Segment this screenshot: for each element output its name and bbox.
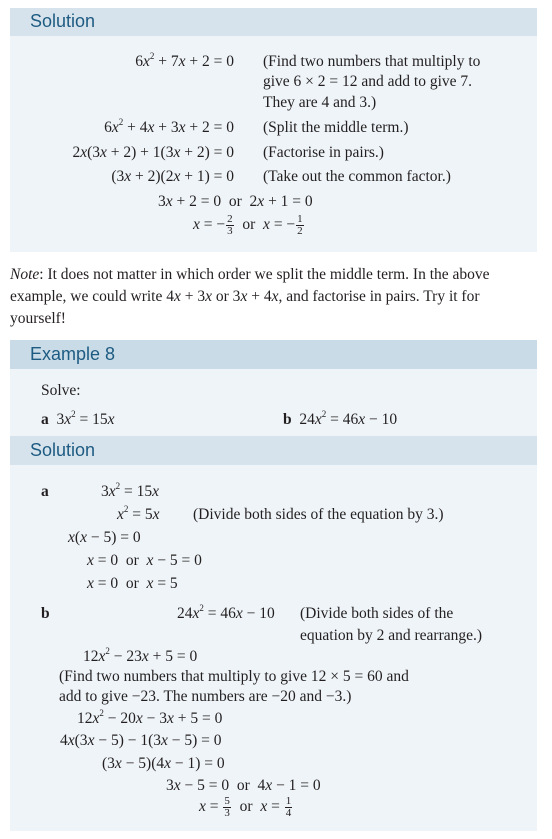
equation-line: $3x^2 = 15x$ <box>101 481 160 500</box>
answer-line: x = − $\frac{2}{3}$ or x = − $\frac{1}{2}$ <box>193 212 303 237</box>
comment-line: equation by 2 and rearrange.) <box>300 627 483 644</box>
equation-line: 3x − 5 = 0 or 4x − 1 = 0 <box>166 777 321 794</box>
part-label: a <box>41 483 49 500</box>
comment-line: (Take out the common factor.) <box>263 168 451 185</box>
equation-line: x = 0 or x = 5 <box>87 575 178 592</box>
example-prompt: Solve: <box>41 382 81 399</box>
equation-line: 4x(3x − 5) − 1(3x − 5) = 0 <box>60 732 222 749</box>
part-a: a $3x^2 = 15x$ <box>41 409 115 428</box>
comment-line: They are 4 and 3.) <box>263 94 377 111</box>
equation-line: $6x^2 + 7x + 2 = 0$ <box>135 51 234 70</box>
note-paragraph: Note: It does not matter in which order we split the middle term. In the above example, we could write 4x + 3x or 3x + 4x, and factorise in pairs. Try it for yourself! <box>10 266 490 327</box>
equation-line: 2x(3x + 2) + 1(3x + 2) = 0 <box>72 144 234 161</box>
note-label: Note <box>10 266 40 283</box>
comment-line: (Find two numbers that multiply to give 12 × 5 = 60 and <box>59 668 409 685</box>
fraction: $\frac{2}{3}$ <box>227 212 233 237</box>
solution-heading: Solution <box>30 440 96 460</box>
comment-line: (Divide both sides of the equation by 3.) <box>193 506 444 523</box>
comment-line: give 6 × 2 = 12 and add to give 7. <box>263 73 473 90</box>
example-heading: Example 8 <box>30 344 116 364</box>
fraction: $\frac{5}{3}$ <box>224 794 230 819</box>
solution-heading: Solution <box>30 11 96 31</box>
equation-line: $12x^2 - 23x + 5 = 0$ <box>83 646 198 665</box>
equation-line: x(x − 5) = 0 <box>68 529 141 546</box>
equation-line: 3x + 2 = 0 or 2x + 1 = 0 <box>158 193 313 210</box>
comment-line: (Factorise in pairs.) <box>263 144 384 161</box>
comment-line: (Split the middle term.) <box>263 119 409 136</box>
equation-line: $x^2 = 5x$ <box>117 504 160 523</box>
comment-line: (Divide both sides of the <box>300 605 454 622</box>
equation-line: (3x + 2)(2x + 1) = 0 <box>111 168 234 185</box>
fraction: $\frac{1}{4}$ <box>285 794 292 819</box>
equation-line: (3x − 5)(4x − 1) = 0 <box>102 755 225 772</box>
equation-line: $6x^2 + 4x + 3x + 2 = 0$ <box>104 117 234 136</box>
equation-line: x = 0 or x − 5 = 0 <box>87 552 202 569</box>
answer-line: x = $\frac{5}{3}$ or x = $\frac{1}{4}$ <box>199 794 292 819</box>
comment-line: (Find two numbers that multiply to <box>263 53 481 70</box>
equation-line: $24x^2 = 46x - 10$ <box>177 603 275 622</box>
part-label: b <box>41 605 50 622</box>
part-b: b $24x^2 = 46x - 10$ <box>283 409 398 428</box>
equation-line: $12x^2 - 20x - 3x + 5 = 0$ <box>77 708 223 727</box>
comment-line: add to give −23. The numbers are −20 and −3.) <box>59 688 352 705</box>
fraction: $\frac{1}{2}$ <box>297 212 303 237</box>
